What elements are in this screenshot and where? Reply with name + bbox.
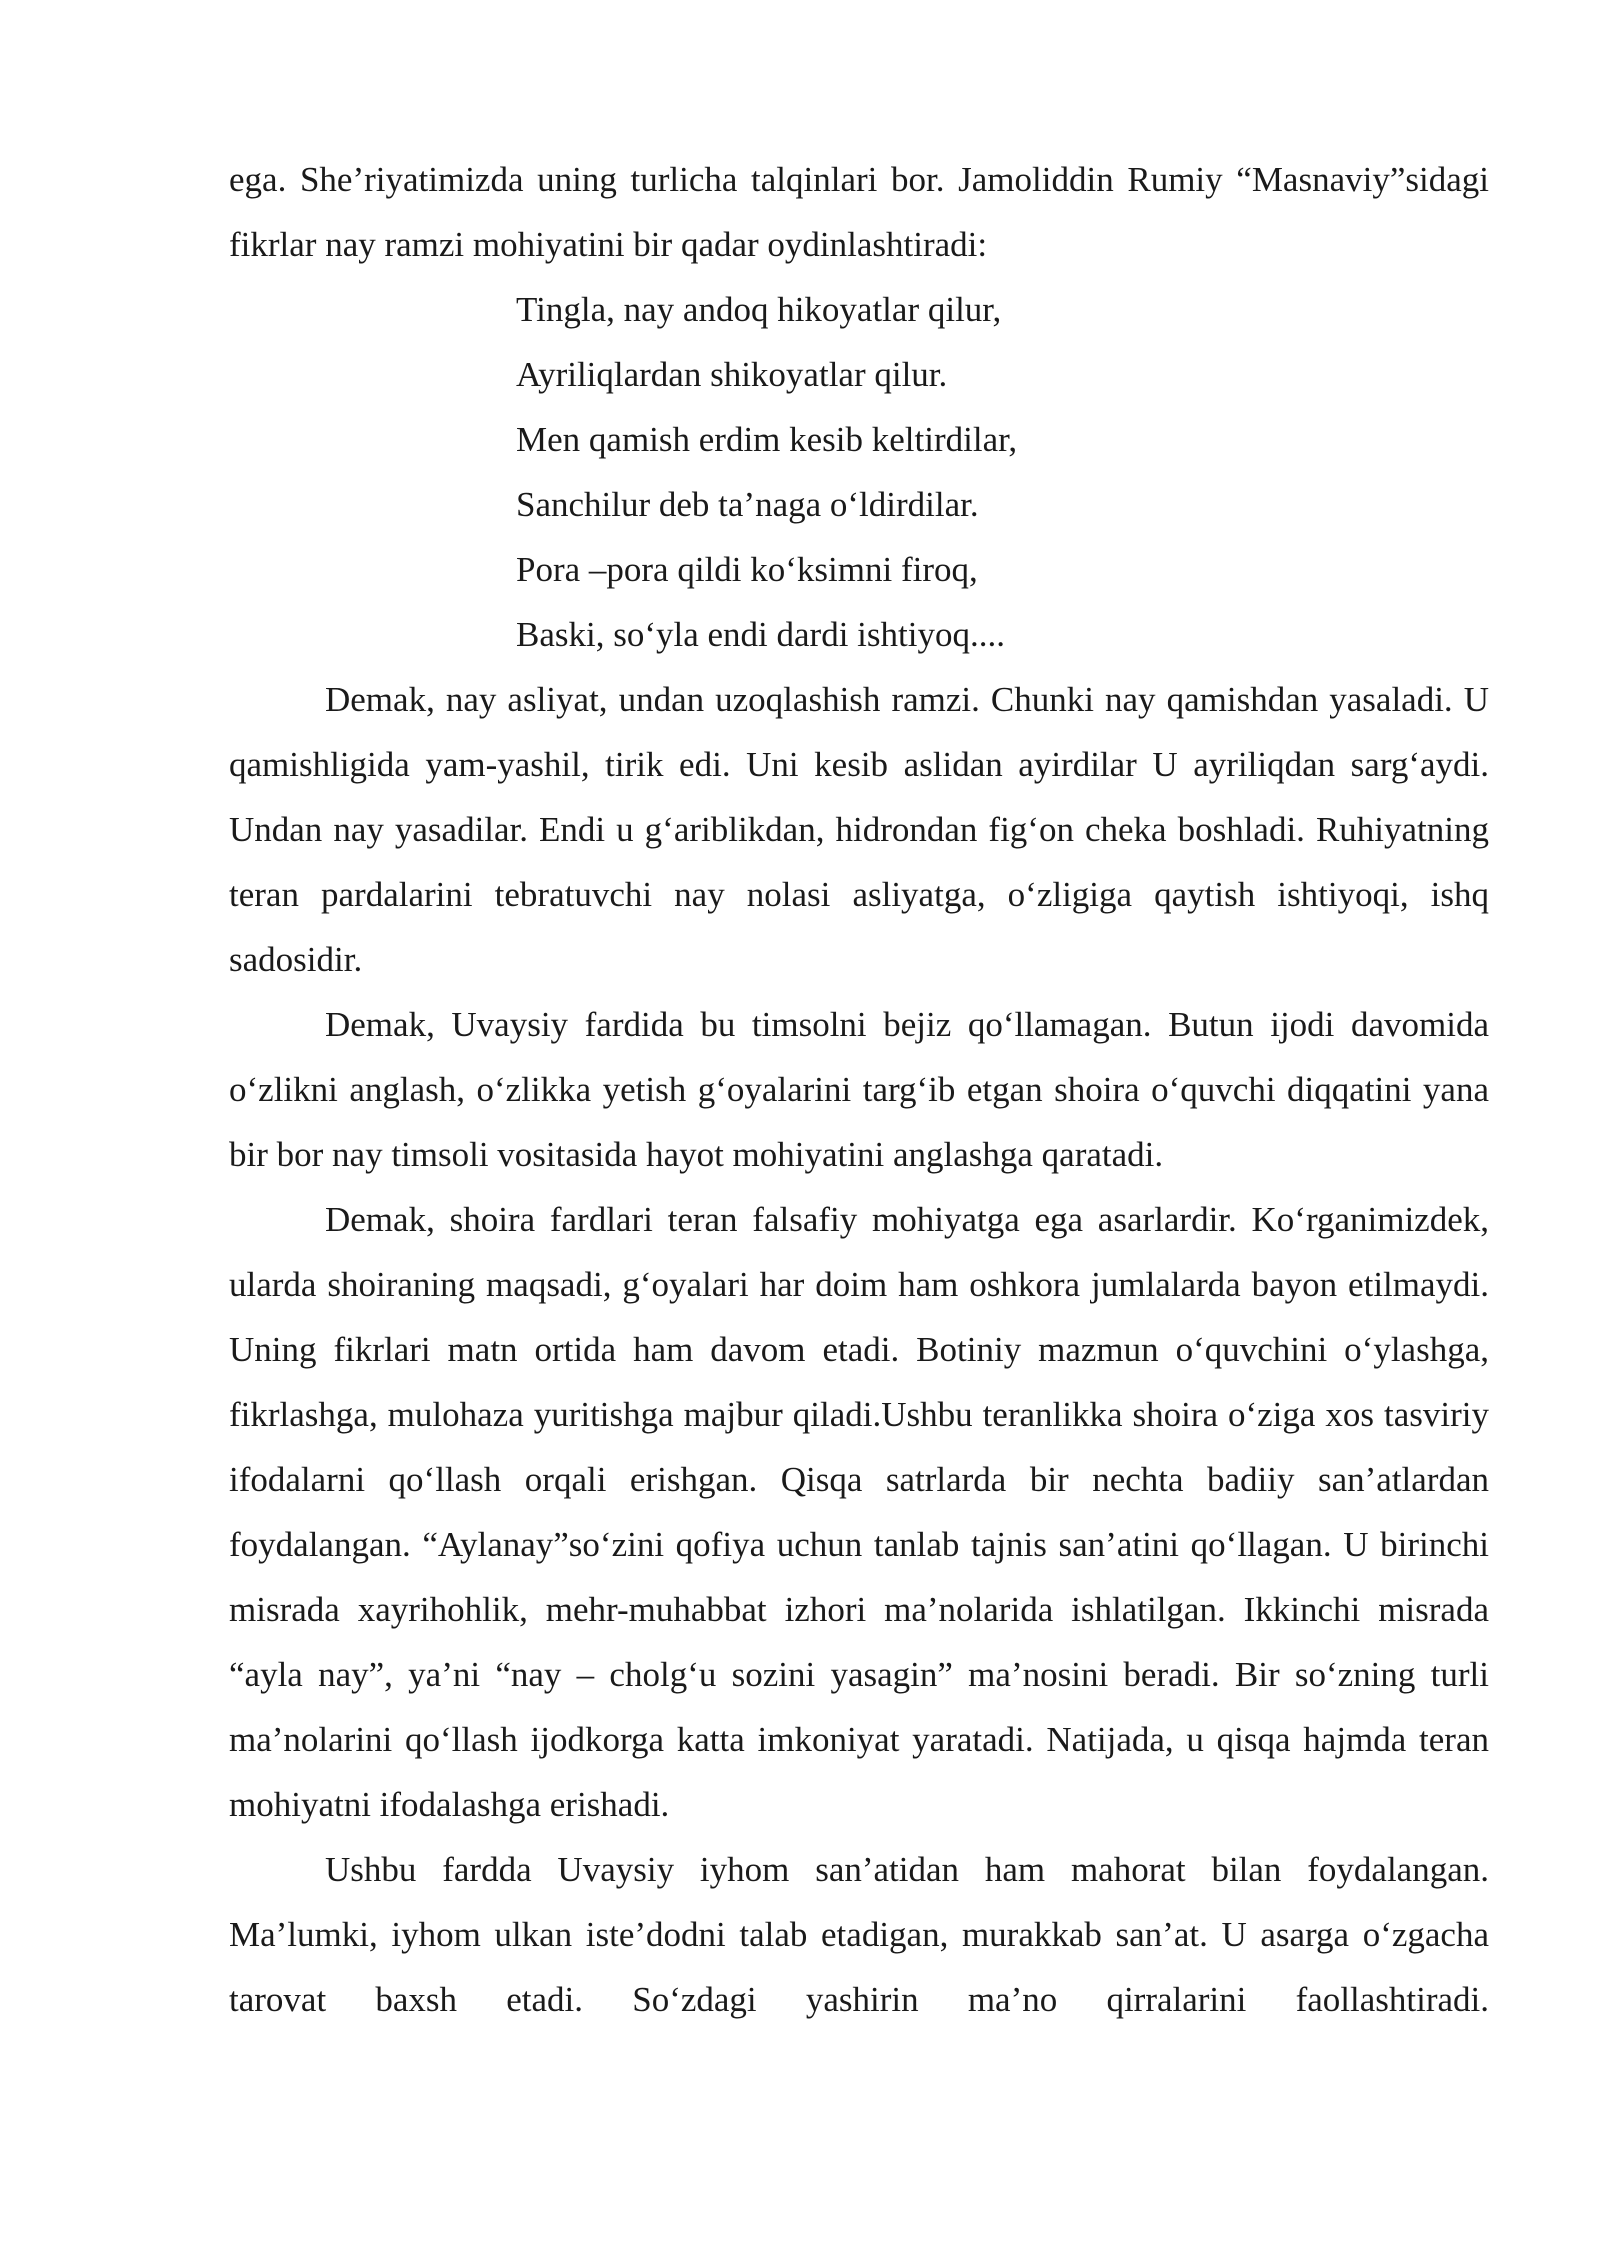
verse-line: Men qamish erdim kesib keltirdilar,	[516, 420, 1018, 459]
verse-line: Ayriliqlardan shikoyatlar qilur.	[516, 355, 948, 394]
verse-quote	[229, 277, 1489, 667]
verse-line: Pora –pora qildi ko‘ksimni firoq,	[516, 550, 978, 589]
paragraph-intro: ega. She’riyatimizda uning turlicha talqinlari bor. Jamoliddin Rumiy “Masnaviy”sidagi fikrlar nay ramzi mohiyatini bir qadar oydinlashtiradi:	[229, 160, 1489, 264]
paragraph-uvaysiy-symbol: Demak, Uvaysiy fardida bu timsolni bejiz qo‘llamagan. Butun ijodi davomida o‘zlikni anglash, o‘zlikka yetish g‘oyalarini targ‘ib etgan shoira o‘quvchi diqqatini yana bir bor nay timsoli vositasida hayot mohiyatini anglashga qaratadi.	[229, 1005, 1489, 1174]
verse-line: Tingla, nay andoq hikoyatlar qilur,	[516, 290, 1002, 329]
paragraph-philosophical-essence: Demak, shoira fardlari teran falsafiy mohiyatga ega asarlardir. Ko‘rganimizdek, ularda shoiraning maqsadi, g‘oyalari har doim ham oshkora jumlalarda bayon etilmaydi. Uning fikrlari matn ortida ham davom etadi. Botiniy mazmun o‘quvchini o‘ylashga, fikrlashga, mulohaza yuritishga majbur qiladi.Ushbu teranlikka shoira o‘ziga xos tasviriy ifodalarni qo‘llash orqali erishgan. Qisqa satrlarda bir nechta badiiy san’atlardan foydalangan. “Aylanay”so‘zini qofiya uchun tanlab tajnis san’atini qo‘llagan. U birinchi misrada xayrihohlik, mehr-muhabbat izhori ma’nolarida ishlatilgan. Ikkinchi misrada “ayla nay”, ya’ni “nay – cholg‘u sozini yasagin” ma’nosini beradi. Bir so‘zning turli ma’nolarini qo‘llash ijodkorga katta imkoniyat yaratadi. Natijada, u qisqa hajmda teran mohiyatni ifodalashga erishadi.	[229, 1200, 1489, 1824]
document-page	[229, 147, 1489, 2032]
paragraph-nay-symbol: Demak, nay asliyat, undan uzoqlashish ramzi. Chunki nay qamishdan yasaladi. U qamishligida yam-yashil, tirik edi. Uni kesib aslidan ayirdilar U ayriliqdan sarg‘aydi. Undan nay yasadilar. Endi u g‘ariblikdan, hidrondan fig‘on cheka boshladi. Ruhiyatning teran pardalarini tebratuvchi nay nolasi asliyatga, o‘zligiga qaytish ishtiyoqi, ishq sadosidir.	[229, 680, 1489, 979]
verse-line: Sanchilur deb ta’naga o‘ldirdilar.	[516, 485, 979, 524]
paragraph-iyhom: Ushbu fardda Uvaysiy iyhom san’atidan ham mahorat bilan foydalangan. Ma’lumki, iyhom ulkan iste’dodni talab etadigan, murakkab san’at. U asarga o‘zgacha tarovat baxsh etadi. So‘zdagi yashirin ma’no qirralarini faollashtiradi.	[229, 1850, 1489, 2019]
verse-line: Baski, so‘yla endi dardi ishtiyoq....	[516, 615, 1005, 654]
